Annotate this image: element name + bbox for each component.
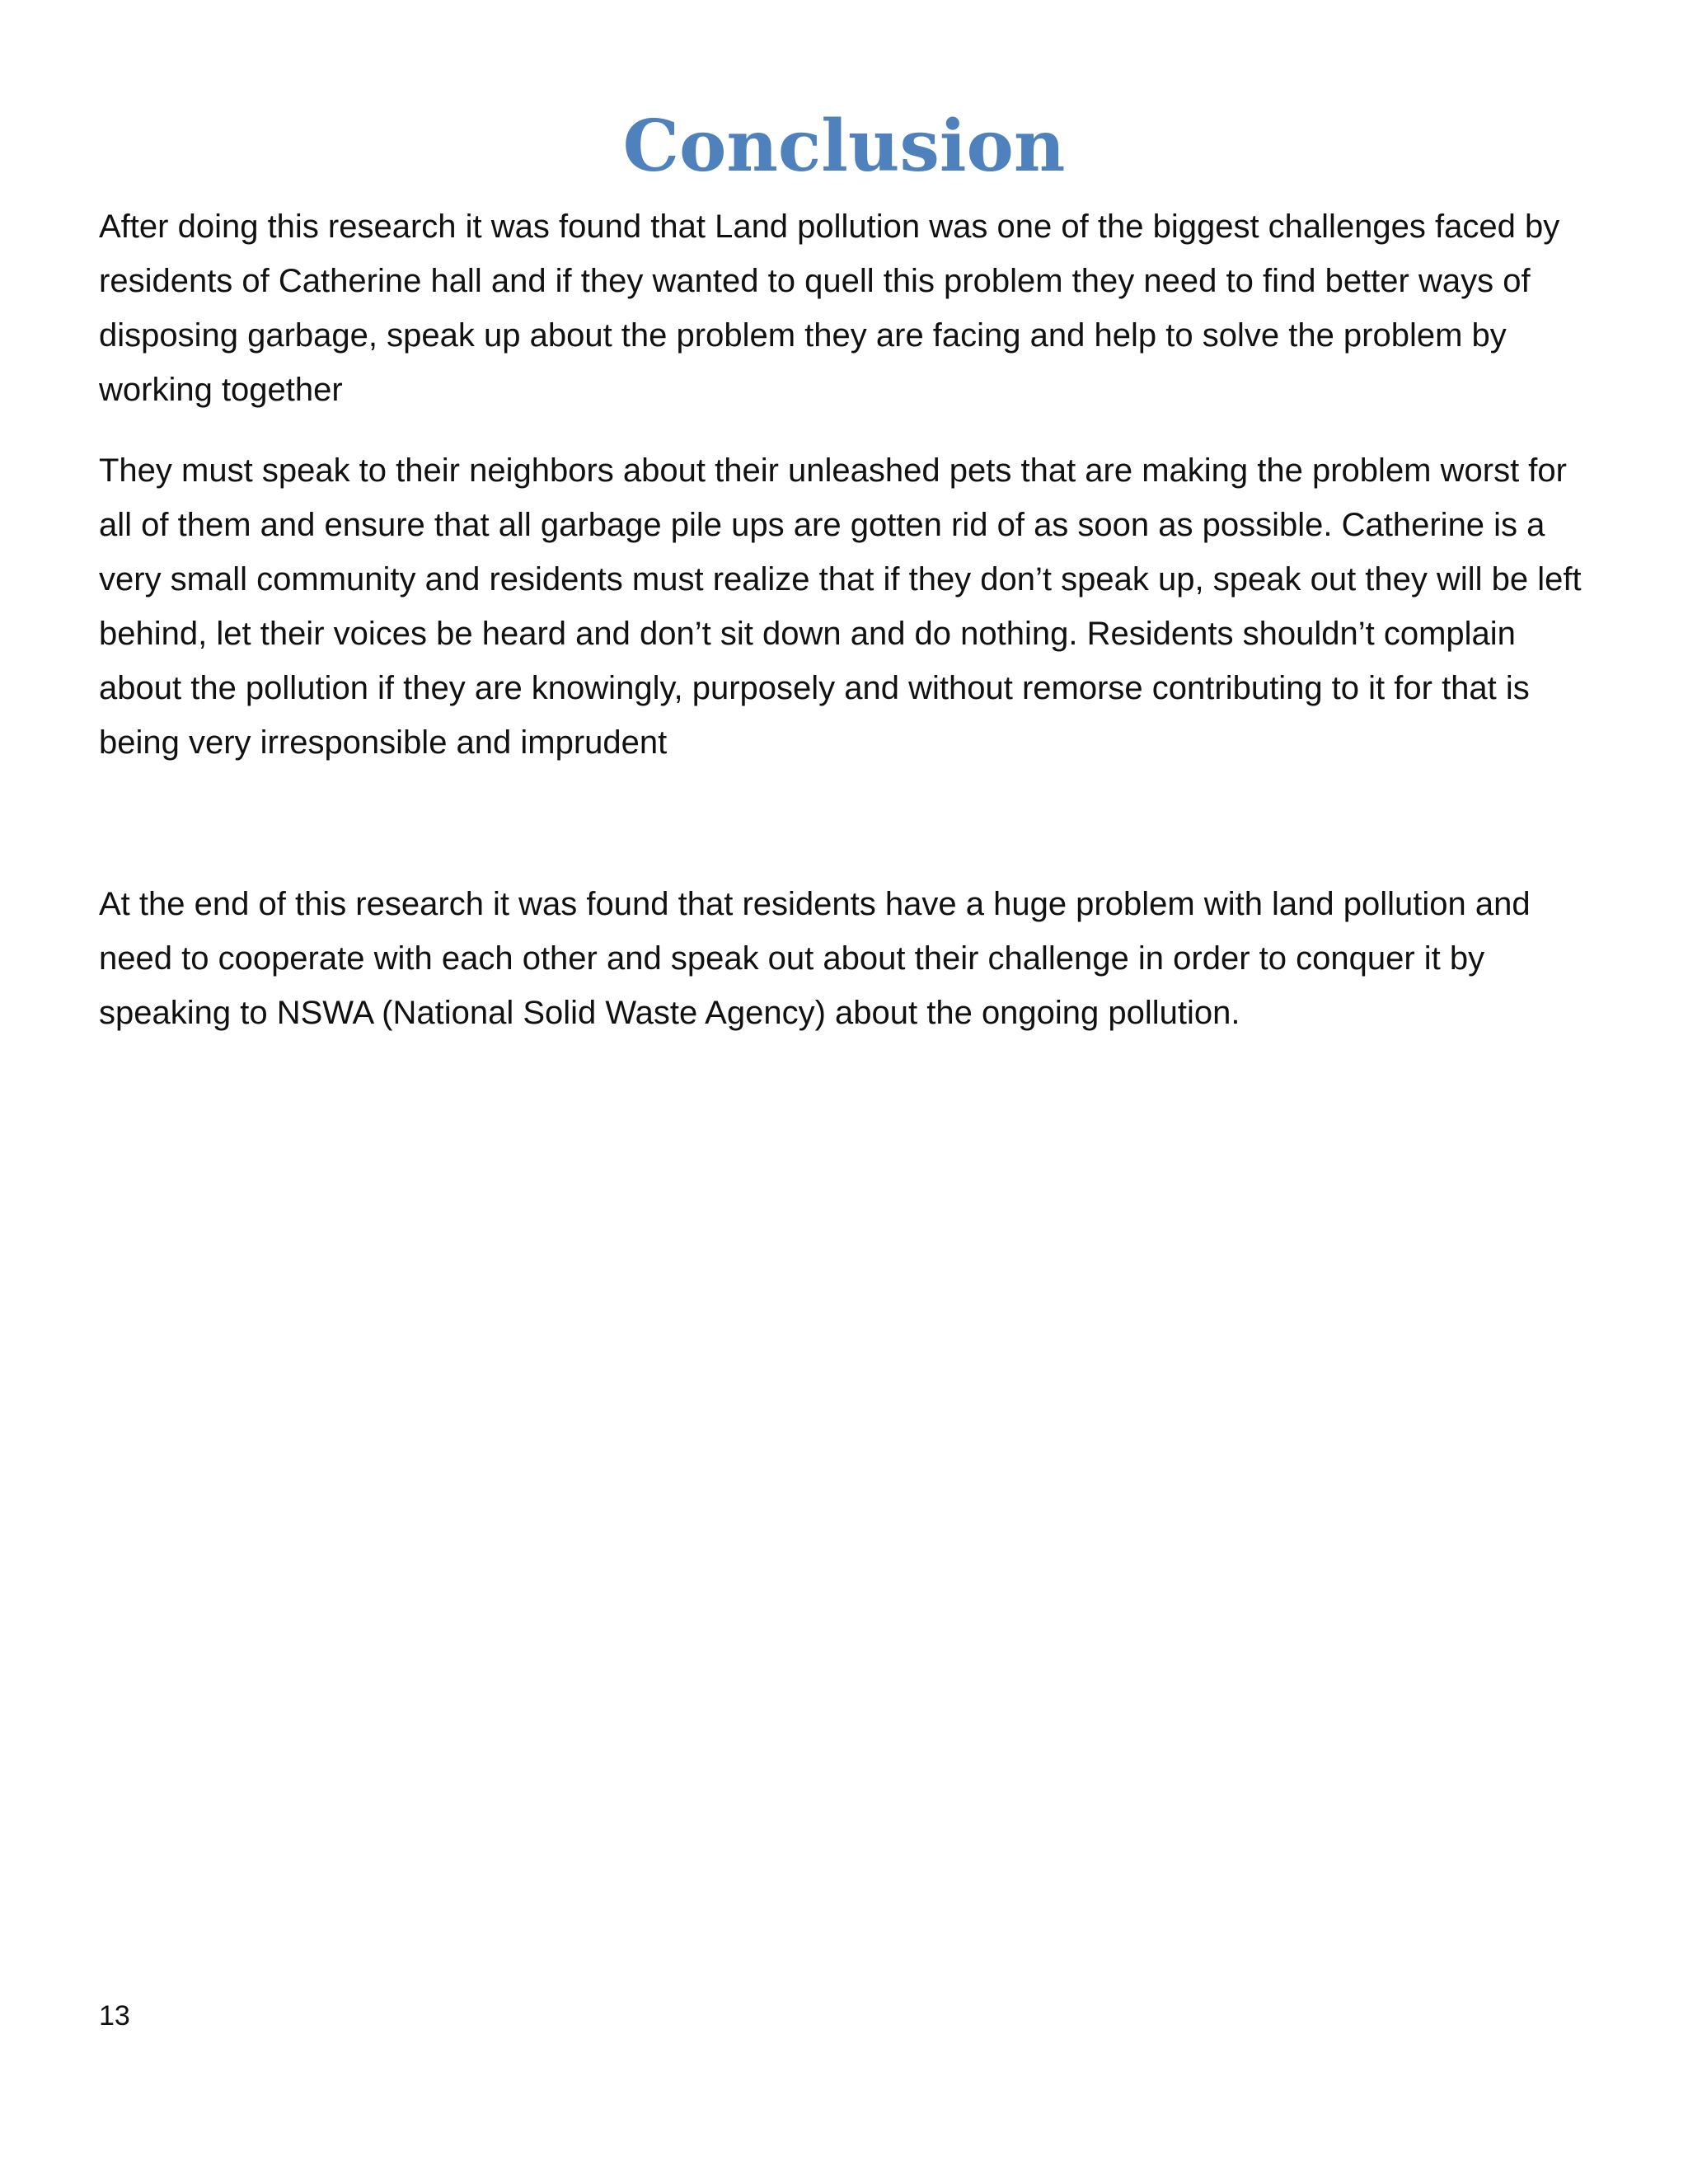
paragraph-3: At the end of this research it was found that residents have a huge problem with land pollution and need to cooperate with each other and speak out about their challenge in order to conquer it by speaking to NSWA (National Solid Waste Agency) about the ongoing pollution.: [99, 886, 1531, 1031]
paragraph-1: After doing this research it was found that Land pollution was one of the biggest challenges faced by residents of Catherine hall and if they wanted to quell this problem they need to find better ways of disposing garbage, speak up about the problem they are facing and help to solve the problem by working together: [99, 209, 1560, 408]
paragraph-2: They must speak to their neighbors about their unleashed pets that are making the problem worst for all of them and ensure that all garbage pile ups are gotten rid of as soon as possible. Catherine is a very small community and residents must realize that if they don’t speak up, speak out they will be left behind, let their voices be heard and don’t sit down and do nothing. Residents shouldn’t complain about the pollution if they are knowingly, purposely and without remorse contributing to it for that is being very irresponsible and imprudent: [99, 452, 1582, 761]
page-number: 13: [99, 2000, 130, 2032]
page-title: Conclusion: [622, 105, 1066, 188]
